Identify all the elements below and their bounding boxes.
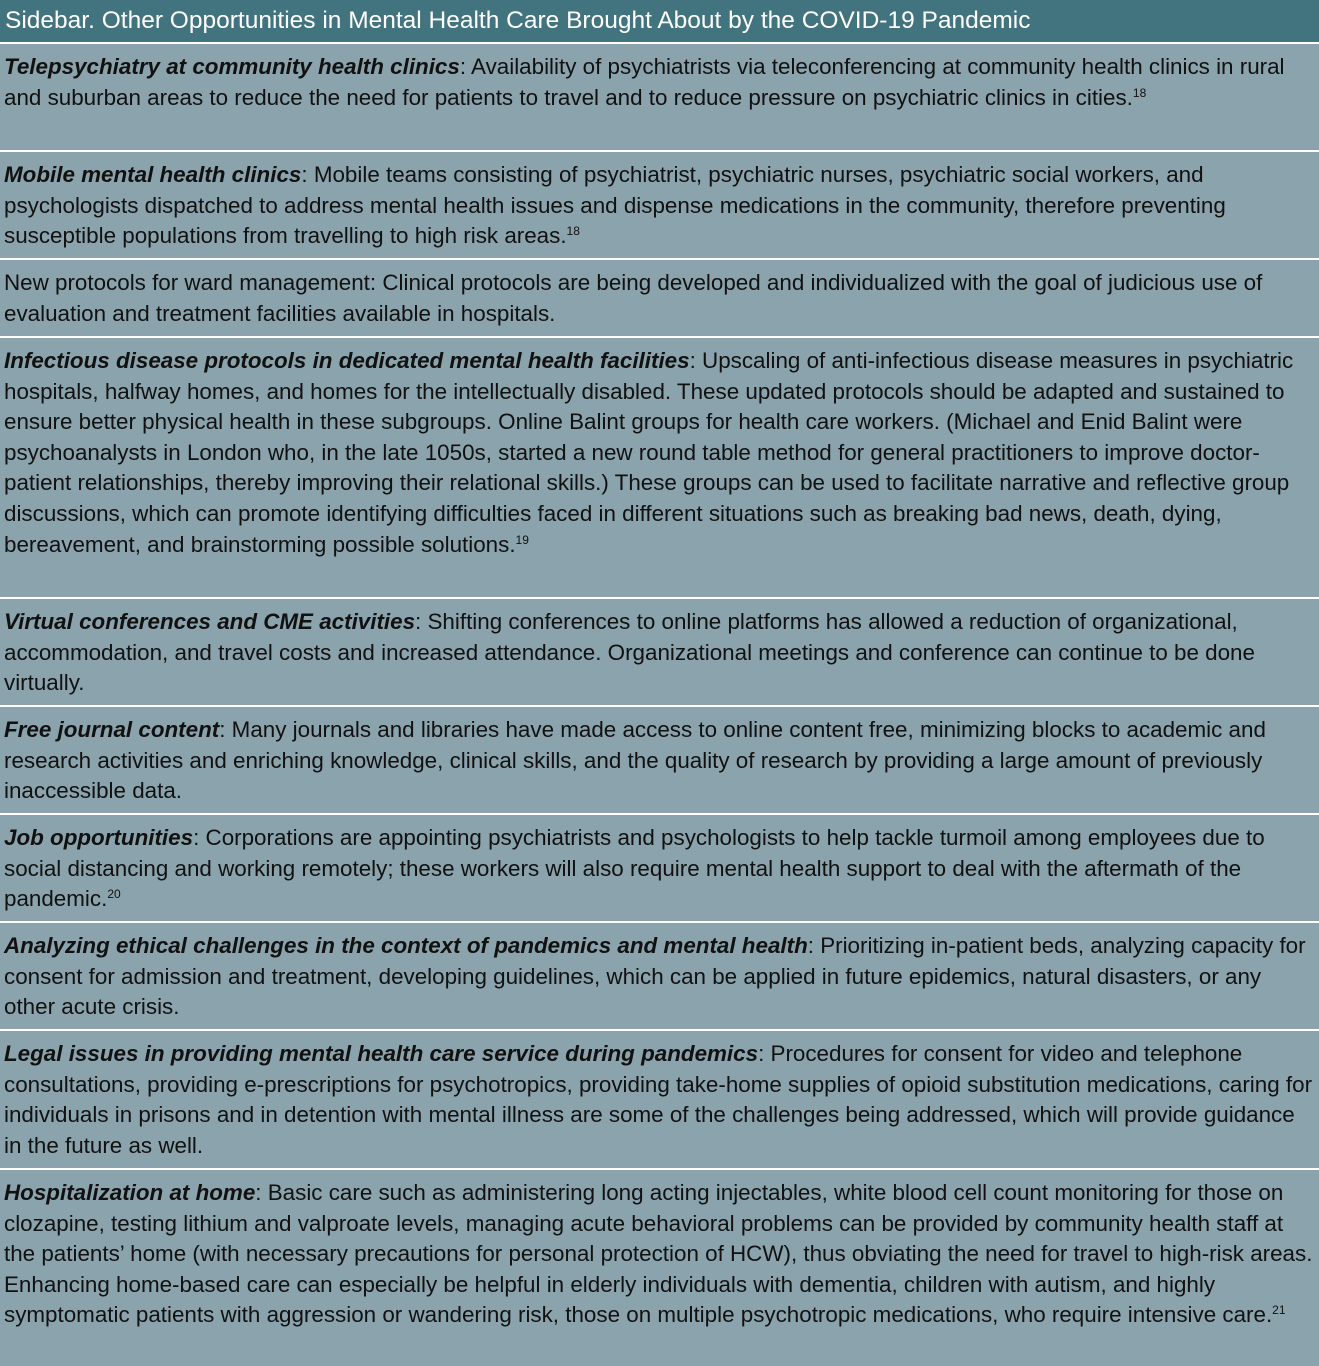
item-reference: 21	[1272, 1303, 1286, 1318]
item-term: Telepsychiatry at community health clinics	[4, 54, 460, 79]
item-term: Infectious disease protocols in dedicated mental health facilities	[4, 348, 690, 373]
item-text: : Basic care such as administering long acting injectables, white blood cell count monitoring for those on clozapine, testing lithium and valproate levels, managing acute behavioral problems can be provided by community health staff at the patients’ home (with necessary precautions for personal protection of HCW), thus obviating the need for travel to high-risk areas. Enhancing home-based care can especially be helpful in elderly individuals with dementia, children with autism, and highly symptomatic patients with aggression or wandering risk, those on multiple psychotropic medications, who require intensive care.	[4, 1180, 1313, 1328]
item-reference: 18	[1132, 85, 1147, 100]
item-term: Free journal content	[4, 717, 220, 742]
list-item	[0, 1031, 1319, 1170]
item-term: Mobile mental health clinics	[4, 162, 302, 187]
item-text: : Upscaling of anti-infectious disease measures in psychiatric hospitals, halfway homes, and homes for the intellectually disabled. These updated protocols should be adapted and sustained to ensure better physical health in these subgroups. Online Balint groups for health care workers. (Michael and Enid Balint were psychoanalysts in London who, in the late 1050s, started a new round table method for general practitioners to improve doctor-patient relationships, thereby improving their relational skills.) These groups can be used to facilitate narrative and reflective group discussions, which can promote identifying difficulties faced in different situations such as breaking bad news, death, dying, bereavement, and brainstorming possible solutions.	[4, 348, 1294, 557]
item-term: Job opportunities	[4, 825, 194, 850]
list-item	[0, 152, 1319, 260]
list-item	[0, 707, 1319, 815]
list-item	[0, 338, 1319, 599]
item-text: New protocols for ward management: Clinical protocols are being developed and individualized with the goal of judicious use of evaluation and treatment facilities available in hospitals.	[4, 270, 1263, 326]
list-item	[0, 44, 1319, 152]
item-text: : Mobile teams consisting of psychiatrist, psychiatric nurses, psychiatric social workers, and psychologists dispatched to address mental health issues and dispense medications in the community, therefore preventing susceptible populations from travelling to high risk areas.	[4, 162, 1226, 249]
item-term: Analyzing ethical challenges in the context of pandemics and mental health	[4, 933, 808, 958]
list-item	[0, 923, 1319, 1031]
item-reference: 18	[566, 224, 580, 239]
sidebar-title: Sidebar. Other Opportunities in Mental Health Care Brought About by the COVID-19 Pandemic	[0, 0, 1319, 44]
item-term: Hospitalization at home	[4, 1180, 256, 1205]
item-text: : Many journals and libraries have made access to online content free, minimizing blocks to academic and research activities and enriching knowledge, clinical skills, and the quality of research by providing a large amount of previously inaccessible data.	[4, 717, 1266, 804]
list-item	[0, 815, 1319, 923]
item-text: : Corporations are appointing psychiatrists and psychologists to help tackle turmoil among employees due to social distancing and working remotely; these workers will also require mental health support to deal with the aftermath of the pandemic.	[4, 825, 1265, 912]
item-text: : Prioritizing in-patient beds, analyzing capacity for consent for admission and treatment, developing guidelines, which can be applied in future epidemics, natural disasters, or any other acute crisis.	[4, 933, 1306, 1020]
item-reference: 20	[107, 887, 121, 902]
item-text: : Procedures for consent for video and telephone consultations, providing e-prescriptions for psychotropics, providing take-home supplies of opioid substitution medications, caring for individuals in prisons and in detention with mental illness are some of the challenges being addressed, which will provide guidance in the future as well.	[4, 1041, 1313, 1158]
list-item	[0, 599, 1319, 707]
item-term: Legal issues in providing mental health care service during pandemics	[4, 1041, 759, 1066]
item-term: Virtual conferences and CME activities	[4, 609, 416, 634]
list-item	[0, 1170, 1319, 1366]
item-reference: 19	[515, 532, 529, 547]
list-item	[0, 260, 1319, 338]
item-text: : Shifting conferences to online platforms has allowed a reduction of organizational, accommodation, and travel costs and increased attendance. Organizational meetings and conference can continue to be done virtually.	[4, 609, 1255, 696]
item-text: : Availability of psychiatrists via teleconferencing at community health clinics in rural and suburban areas to reduce the need for patients to travel and to reduce pressure on psychiatric clinics in cities.	[4, 54, 1285, 110]
